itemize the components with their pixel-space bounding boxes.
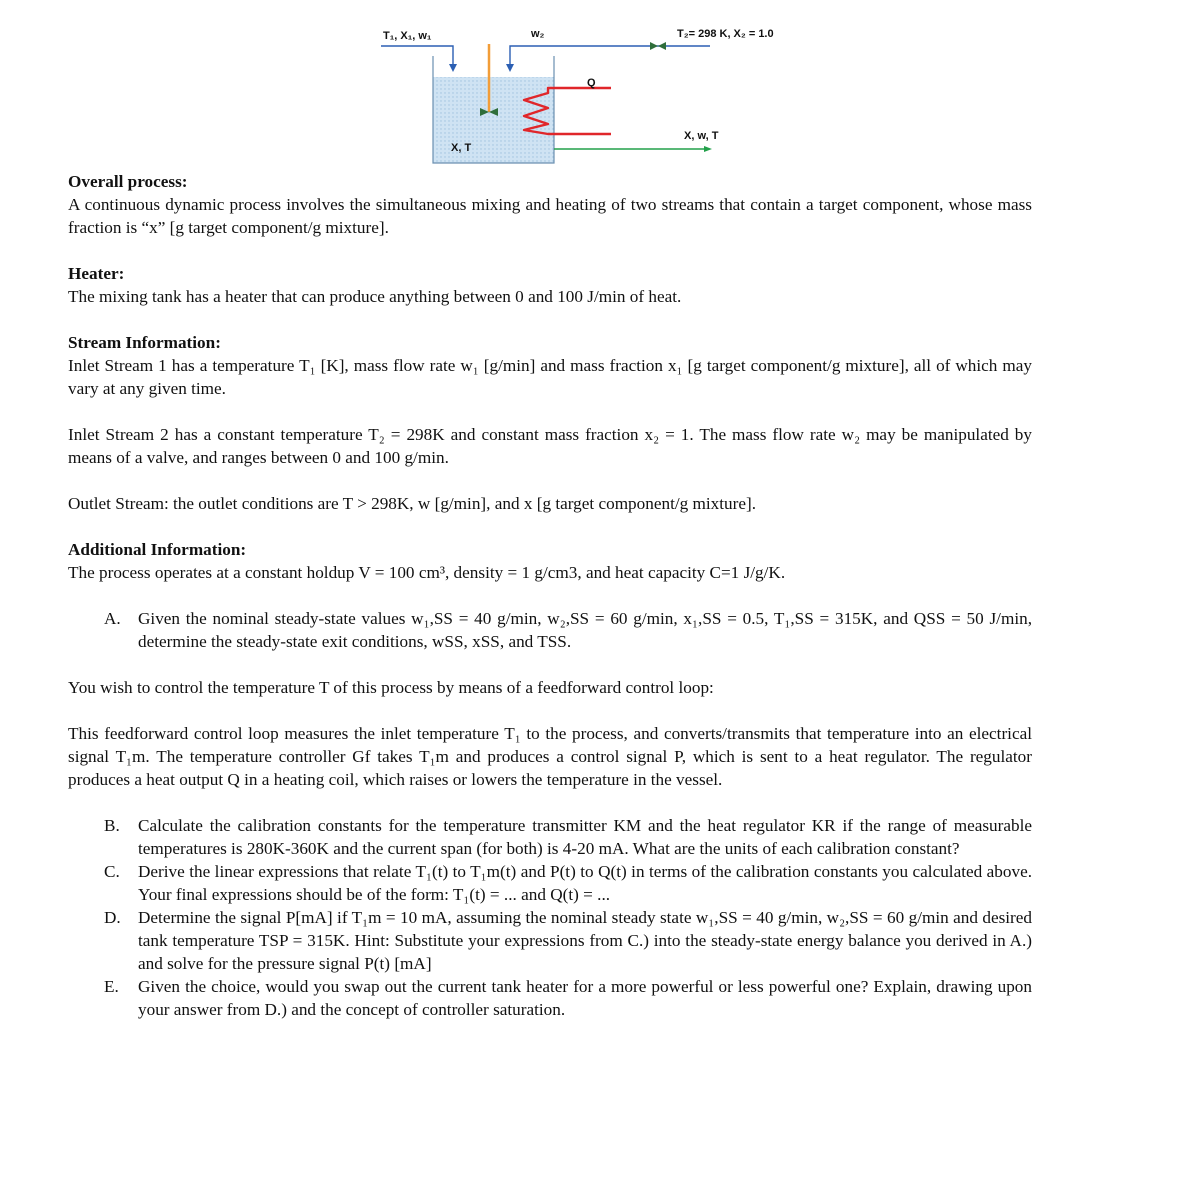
overall-heading: Overall process: — [68, 172, 188, 191]
question-a-letter: A. — [104, 609, 121, 628]
question-list-a — [68, 607, 1032, 653]
control-intro: You wish to control the temperature T of this process by means of a feedforward control loop: — [68, 678, 714, 697]
inlet-2-valve-icon — [650, 42, 658, 50]
inlet-1-label: T₁, X₁, w₁ — [383, 30, 432, 42]
overall-text: A continuous dynamic process involves the simultaneous mixing and heating of two streams that contain a target component, whose mass fraction is “x” [g target component/g mixture]. — [68, 195, 1032, 237]
inlet-stream-1-pipe — [381, 46, 453, 68]
additional-heading: Additional Information: — [68, 540, 247, 559]
inlet-2-flow-label: w₂ — [531, 28, 545, 40]
heater-heading: Heater: — [68, 264, 125, 283]
problem-document — [68, 170, 1032, 1021]
stream-outlet-text: Outlet Stream: the outlet conditions are T > 298K, w [g/min], and x [g target component/g mixture]. — [68, 494, 756, 513]
stream-inlet2-text: Inlet Stream 2 has a constant temperature T₂ = 298K and constant mass fraction x₂ = 1. The mass flow rate w₂ may be manipulated by means of a valve, and ranges between 0 and 100 g/min. — [68, 425, 1032, 467]
question-b — [68, 814, 1032, 860]
stream-heading: Stream Information: — [68, 333, 221, 352]
control-description: This feedforward control loop measures the inlet temperature T₁ to the process, and converts/transmits that temperature into an electrical signal T₁m. The temperature controller Gf takes T₁m and produces a control signal P, which is sent to a heat regulator. The regulator produces a heat output Q in a heating coil, which raises or lowers the temperature in the vessel. — [68, 724, 1032, 789]
question-d-letter: D. — [104, 908, 121, 927]
tank-label: X, T — [451, 142, 472, 154]
question-e — [68, 975, 1032, 1021]
question-c-letter: C. — [104, 862, 120, 881]
inlet-2-arrow — [506, 64, 514, 72]
question-d-text: Determine the signal P[mA] if T₁m = 10 mA, assuming the nominal steady state w₁,SS = 40 g/min, w₂,SS = 60 g/min and desired tank temperature TSP = 315K. Hint: Substitute your expressions from C.) into the steady-state energy balance you derived in A.) and solve for the pressure signal P(t) [mA] — [138, 908, 1032, 973]
stream-inlet1-text: Inlet Stream 1 has a temperature T₁ [K], mass flow rate w₁ [g/min] and mass fraction x₁ [g target component/g mixture], all of which may vary at any given time. — [68, 356, 1032, 398]
process-diagram — [0, 0, 1179, 170]
question-c — [68, 860, 1032, 906]
inlet-2-valve-icon-b — [658, 42, 666, 50]
question-d — [68, 906, 1032, 975]
inlet-1-arrow — [449, 64, 457, 72]
additional-text: The process operates at a constant holdup V = 100 cm³, density = 1 g/cm3, and heat capacity C=1 J/g/K. — [68, 563, 786, 582]
outlet-arrow — [704, 146, 712, 152]
question-a — [68, 607, 1032, 653]
question-b-letter: B. — [104, 816, 120, 835]
question-e-letter: E. — [104, 977, 119, 996]
question-c-text: Derive the linear expressions that relate T₁(t) to T₁m(t) and P(t) to Q(t) in terms of the calibration constants you calculated above. Your final expressions should be of the form: T₁(t) = ... and Q(t) = ... — [138, 862, 1032, 904]
question-b-text: Calculate the calibration constants for the temperature transmitter KM and the heat regulator KR if the range of measurable temperatures is 280K-360K and the current span (for both) is 4-20 mA. What are the units of each calibration constant? — [138, 816, 1032, 858]
outlet-label: X, w, T — [684, 130, 719, 142]
heat-label: Q — [587, 77, 596, 89]
question-list-b-e — [68, 814, 1032, 1021]
inlet-stream-2-pipe — [510, 46, 710, 68]
question-a-text: Given the nominal steady-state values w₁,SS = 40 g/min, w₂,SS = 60 g/min, x₁,SS = 0.5, T₁,SS = 315K, and QSS = 50 J/min, determine the steady-state exit conditions, wSS, xSS, and TSS. — [138, 609, 1032, 651]
question-e-text: Given the choice, would you swap out the current tank heater for a more powerful or less powerful one? Explain, drawing upon your answer from D.) and the concept of controller saturation. — [138, 977, 1032, 1019]
inlet-2-conditions-label: T₂= 298 K, X₂ = 1.0 — [677, 28, 774, 40]
heater-text: The mixing tank has a heater that can produce anything between 0 and 100 J/min of heat. — [68, 287, 682, 306]
